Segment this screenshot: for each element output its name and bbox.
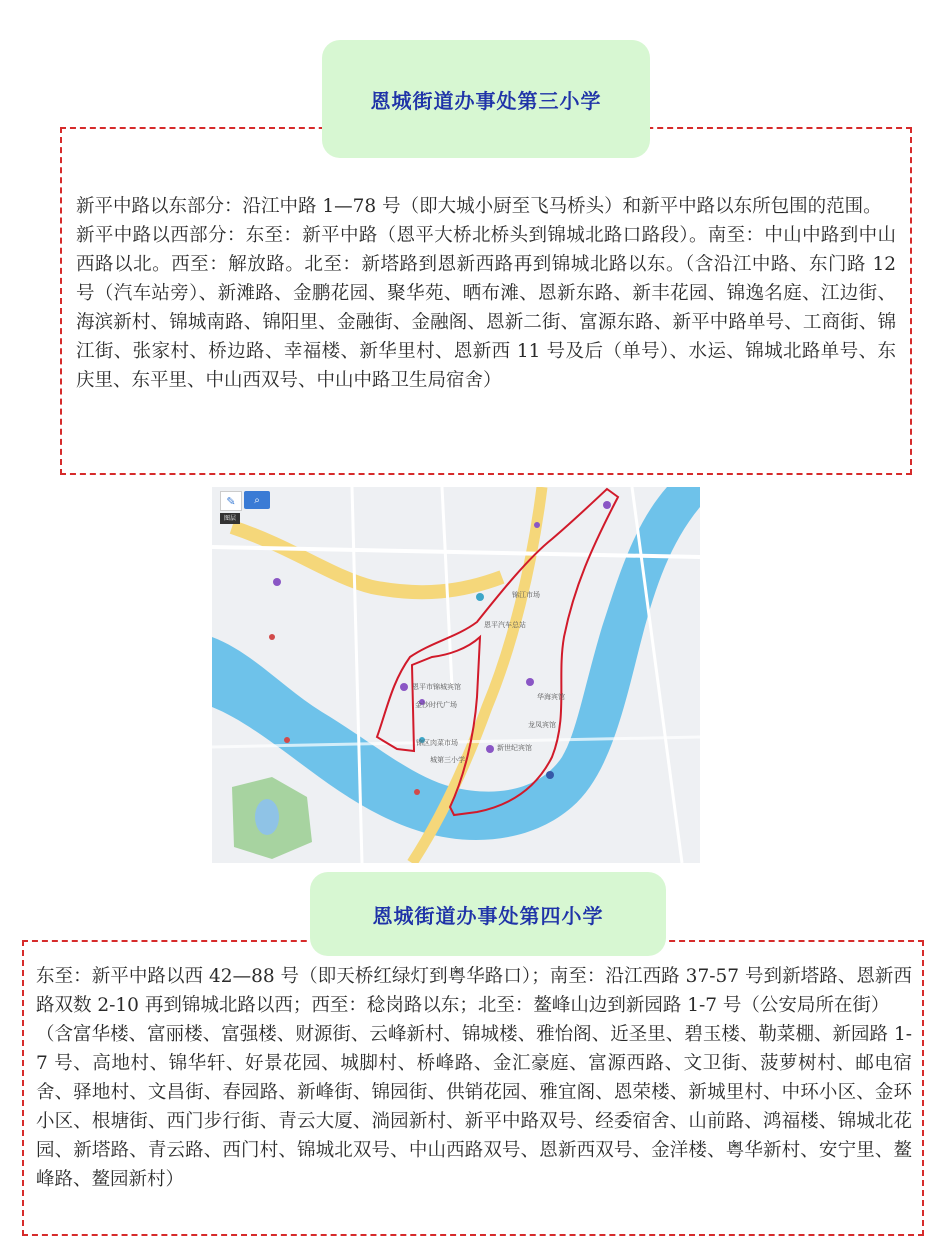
section1-text xyxy=(76,192,896,395)
map-canvas xyxy=(212,487,700,863)
map-label-vegetable-market: 锦区肉菜市场 xyxy=(416,739,458,747)
map-label-hotel-2: 华海宾馆 xyxy=(537,693,565,701)
map-label-bus-station: 恩平汽车总站 xyxy=(484,621,526,629)
map-layer-tag[interactable]: 图层 xyxy=(220,513,240,524)
map-locate-icon[interactable]: ✎ xyxy=(220,491,242,511)
map-search-icon[interactable]: ⌕ xyxy=(244,491,270,509)
section2-text xyxy=(36,962,912,1194)
section2-title: 恩城街道办事处第四小学 xyxy=(310,872,666,956)
section2-paragraph-2: （含富华楼、富丽楼、富强楼、财源街、云峰新村、锦城楼、雅怡阁、近圣里、碧玉楼、勒菜棚、新园路 1-7 号、高地村、锦华轩、好景花园、城脚村、桥峰路、金汇豪庭、富源西路、文卫街、菠萝树村、邮电宿舍、驿地村、文昌街、春园路、新峰街、锦园街、供销花园、雅宜阁、恩荣楼、新城里村、中环小区、金环小区、根塘街、西门步行街、青云大厦、淌园新村、新平中路双号、经委宿舍、山前路、鸿福楼、锦城北花园、新塔路、青云路、西门村、锦城北双号、中山西路双号、恩新西双号、金洋楼、粤华新村、安宁里、鳌峰路、鳌园新村） xyxy=(36,1024,912,1190)
map-label-plaza: 金沙时代广场 xyxy=(415,701,457,709)
section1-paragraph-1: 新平中路以东部分：沿江中路 1—78 号（即大城小厨至飞马桥头）和新平中路以东所包围的范围。 xyxy=(76,196,882,217)
school-district-map[interactable] xyxy=(212,487,700,863)
section1-paragraph-2: 新平中路以西部分：东至：新平中路（恩平大桥北桥头到锦城北路口路段）。南至：中山中路到中山西路以北。西至：解放路。北至：新塔路到恩新西路再到锦城北路以东。（含沿江中路、东门路 12 号（汽车站旁）、新滩路、金鹏花园、聚华苑、晒布滩、恩新东路、新丰花园、锦逸名庭、江边街、海滨新村、锦城南路、锦阳里、金融街、金融阁、恩新二街、富源东路、新平中路单号、工商街、锦江街、张家村、桥边路、幸福楼、新华里村、恩新西 11 号及后（单号）、水运、锦城北路单号、东庆里、东平里、中山西双号、中山中路卫生局宿舍） xyxy=(76,225,896,391)
section2-paragraph-1: 东至：新平中路以西 42—88 号（即天桥红绿灯到粤华路口）；南至：沿江西路 37-57 号到新塔路、恩新西路双数 2-10 再到锦城北路以西；西至：稔岗路以东；北至：鳌峰山边到新园路 1-7 号（公安局所在街） xyxy=(36,966,912,1016)
map-label-hotel-1: 恩平市锦城宾馆 xyxy=(412,683,461,691)
map-label-school: 城第三小学 xyxy=(430,756,465,764)
map-label-market: 锦江市场 xyxy=(512,591,540,599)
map-label-hotel-3: 龙凤宾馆 xyxy=(528,721,556,729)
section1-title: 恩城街道办事处第三小学 xyxy=(322,40,650,158)
map-label-hotel-4: 新世纪宾馆 xyxy=(497,744,532,752)
